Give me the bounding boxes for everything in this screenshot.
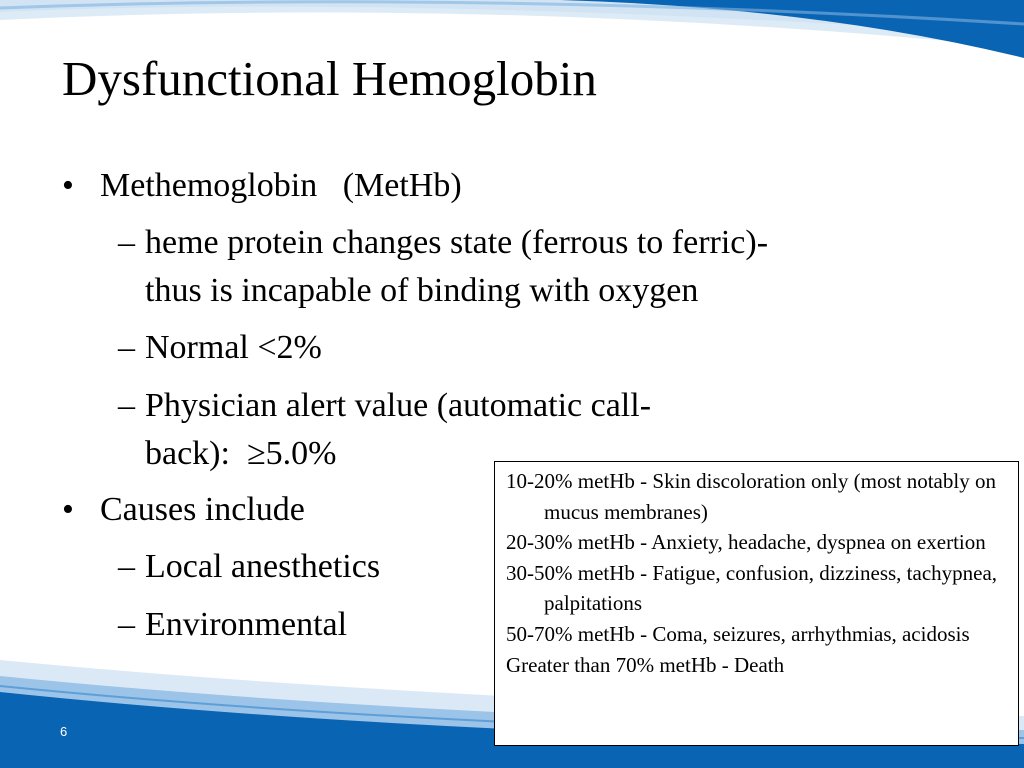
slide-title: Dysfunctional Hemoglobin [62, 51, 597, 106]
sub-bullet-local-anesthetics [118, 543, 380, 591]
sub-bullet-line: thus is incapable of binding with oxygen [145, 272, 699, 309]
methb-level-line: Greater than 70% metHb - Death [506, 652, 785, 677]
dash-marker: – [118, 387, 135, 424]
methb-level-line: 50-70% metHb - Coma, seizures, arrhythmias, acidosis [506, 621, 970, 646]
bullet-marker: • [62, 491, 74, 528]
methb-level-line: 30-50% metHb - Fatigue, confusion, dizziness, tachypnea, palpitations [506, 560, 998, 616]
sub-bullet-line: heme protein changes state (ferrous to ferric)- [145, 224, 769, 261]
dash-marker: – [118, 329, 135, 366]
sub-bullet-line: Normal <2% [145, 329, 322, 366]
bullet-marker: • [62, 167, 74, 204]
sub-bullet-line: Environmental [145, 606, 348, 643]
dash-marker: – [118, 224, 135, 261]
sub-bullet-heme-protein [118, 219, 768, 315]
methb-levels-box [494, 461, 1019, 746]
sub-bullet-line: back): ≥5.0% [145, 435, 337, 472]
sub-bullet-line: Physician alert value (automatic call- [145, 387, 652, 424]
bullet-text: Causes include [100, 491, 305, 528]
dash-marker: – [118, 606, 135, 643]
dash-marker: – [118, 548, 135, 585]
methb-level-line: 10-20% metHb - Skin discoloration only (most notably on mucus membranes) [506, 469, 996, 524]
sub-bullet-environmental [118, 601, 347, 649]
bullet-text: Methemoglobin (MetHb) [100, 167, 462, 204]
methb-level-line: 20-30% metHb - Anxiety, headache, dyspnea on exertion [506, 530, 986, 555]
sub-bullet-normal [118, 324, 322, 372]
slide-number: 6 [60, 724, 68, 739]
sub-bullet-line: Local anesthetics [145, 548, 381, 585]
